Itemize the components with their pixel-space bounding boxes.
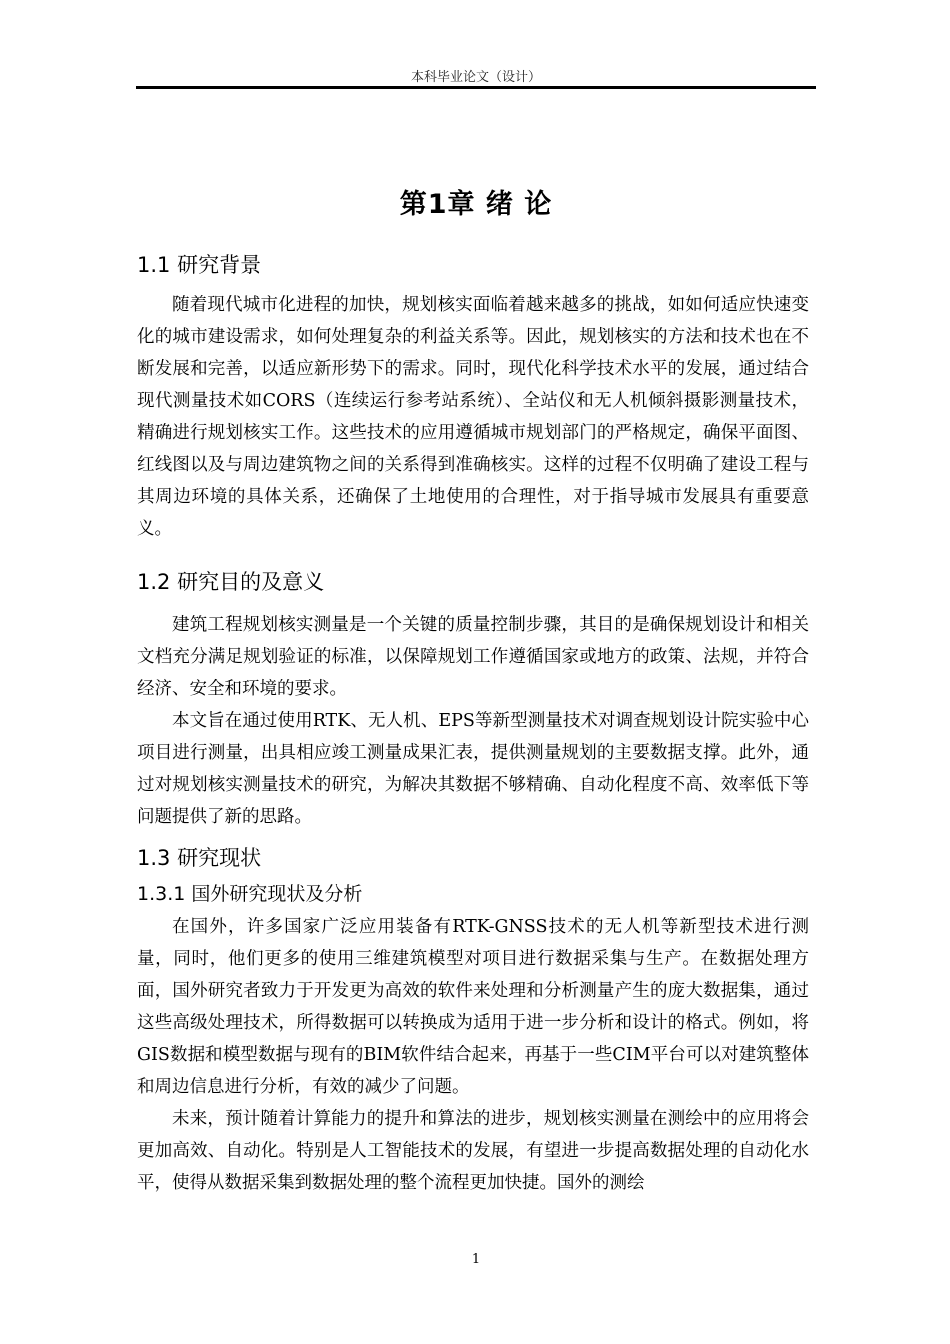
subsection-heading-1-3-1: 1.3.1 国外研究现状及分析 bbox=[137, 883, 363, 905]
paragraph-background: 随着现代城市化进程的加快，规划核实面临着越来越多的挑战，如如何适应快速变化的城市建设需求，如何处理复杂的利益关系等。因此，规划核实的方法和技术也在不断发展和完善，以适应新形势下的需求。同时，现代化科学技术水平的发展，通过结合现代测量技术如CORS（连续运行参考站系统）、全站仪和无人机倾斜摄影测量技术，精确进行规划核实工作。这些技术的应用遵循城市规划部门的严格规定，确保平面图、红线图以及与周边建筑物之间的关系得到准确核实。这样的过程不仅明确了建设工程与其周边环境的具体关系，还确保了土地使用的合理性，对于指导城市发展具有重要意义。 bbox=[137, 295, 809, 539]
section-heading-1-3: 1.3 研究现状 bbox=[137, 846, 262, 870]
chapter-title: 第1章 绪 论 bbox=[399, 189, 553, 220]
page-number: 1 bbox=[471, 1252, 481, 1267]
header-rule bbox=[136, 86, 816, 89]
page-header: 本科毕业论文（设计） bbox=[410, 70, 541, 85]
paragraph-status-2: 未来，预计随着计算能力的提升和算法的进步，规划核实测量在测绘中的应用将会更加高效、自动化。特别是人工智能技术的发展，有望进一步提高数据处理的自动化水平，使得从数据采集到数据处理的整个流程更加快捷。国外的测绘 bbox=[137, 1109, 809, 1193]
section-heading-1-2: 1.2 研究目的及意义 bbox=[137, 570, 325, 594]
section-heading-1-1: 1.1 研究背景 bbox=[137, 253, 262, 277]
paragraph-purpose-2: 本文旨在通过使用RTK、无人机、EPS等新型测量技术对调查规划设计院实验中心项目进行测量，出具相应竣工测量成果汇表，提供测量规划的主要数据支撑。此外，通过对规划核实测量技术的研究，为解决其数据不够精确、自动化程度不高、效率低下等问题提供了新的思路。 bbox=[137, 711, 809, 827]
paragraph-purpose-1: 建筑工程规划核实测量是一个关键的质量控制步骤，其目的是确保规划设计和相关文档充分满足规划验证的标准，以保障规划工作遵循国家或地方的政策、法规，并符合经济、安全和环境的要求。 bbox=[137, 615, 809, 699]
paragraph-status-1: 在国外，许多国家广泛应用装备有RTK-GNSS技术的无人机等新型技术进行测量，同时，他们更多的使用三维建筑模型对项目进行数据采集与生产。在数据处理方面，国外研究者致力于开发更为高效的软件来处理和分析测量产生的庞大数据集，通过这些高级处理技术，所得数据可以转换成为适用于进一步分析和设计的格式。例如，将GIS数据和模型数据与现有的BIM软件结合起来，再基于一些CIM平台可以对建筑整体和周边信息进行分析，有效的减少了问题。 bbox=[137, 917, 809, 1097]
